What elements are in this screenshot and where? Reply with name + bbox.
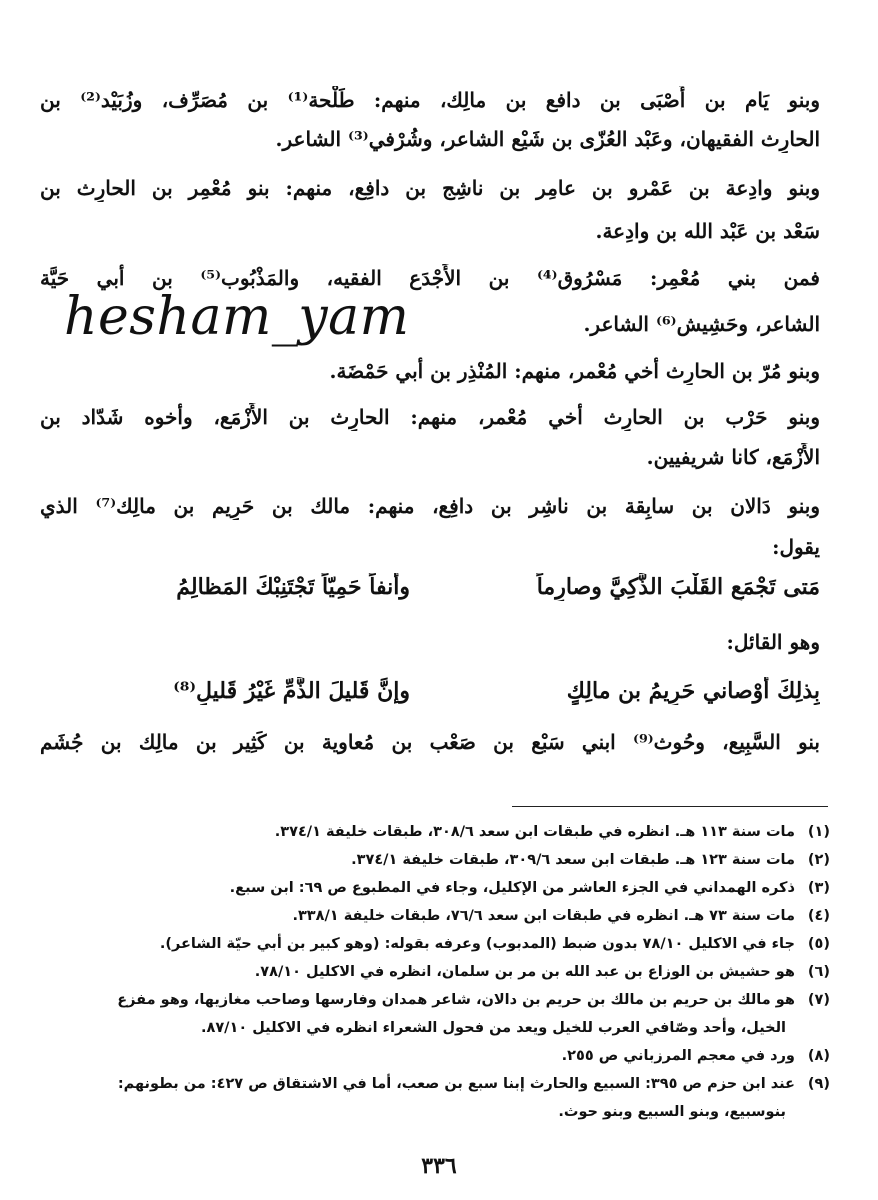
footnote-9-continued (56, 1098, 786, 1126)
footnote-number: (٢) (807, 852, 830, 868)
footnote-number: (٦) (807, 964, 830, 980)
footnote-text: مات سنة ١١٣ هـ. انظره في طبقات ابن سعد ٣٠٨/٦، طبقات خليفة ٣٧٤/١. (274, 824, 795, 840)
page-number: ٣٣٦ (421, 1153, 457, 1179)
verse-1-hemistich-2: وأَنفاً حَمِيّاً تَجْتَنِبْكَ المَظالِمُ (176, 574, 410, 600)
footnote-number: (١) (807, 824, 830, 840)
footnote-1 (56, 818, 830, 846)
footnote-2 (56, 846, 830, 874)
verse-intro: وهو القائل: (726, 630, 820, 654)
footnote-text: هو مالك بن حريم بن مالك بن حريم بن دالان، شاعر همدان وفارسها وصاحب مغازيها، وهو مفزع (117, 992, 795, 1008)
footnote-number: (٤) (807, 908, 830, 924)
footnote-8 (56, 1042, 830, 1070)
body-line-11: يقول: (772, 535, 820, 559)
body-line-3: وبنو وادِعة بن عَمْرو بن عامِر بن ناشِج بن دافِع، منهم: بنو مُعْمِر بن الحارِث بن (40, 176, 820, 200)
verse-2-hemistich-1: بِذلِكَ أَوْصاني حَرِيمُ بن مالِكٍ (566, 678, 820, 704)
footnote-text: ذكره الهمداني في الجزء العاشر من الإكليل، وجاء في المطبوع ص ٦٩: ابن سبع. (229, 880, 795, 896)
body-line-5: فمن بني مُعْمِر: مَسْرُوق⁽⁴⁾ بن الأَجْدَع الفقيه، والمَذْبُوب⁽⁵⁾ بن أبي حَيَّة (40, 266, 820, 290)
footnote-4 (56, 902, 830, 930)
watermark-text: hesham_yam (64, 287, 410, 347)
verse-1-hemistich-1: مَتى تَجْمَعِ القَلْبَ الذَّكِيَّ وصارِماً (536, 574, 820, 600)
footnote-text: عند ابن حزم ص ٣٩٥: السبيع والحارث إبنا سبع بن صعب، أما في الاشتقاق ص ٤٢٧: من بطونهم: (117, 1076, 795, 1092)
footnote-text: مات سنة ٧٣ هـ. انظره في طبقات ابن سعد ٧٦/٦، طبقات خليفة ٣٣٨/١. (292, 908, 795, 924)
verse-2-hemistich-2: وإنَّ قَليلَ الذَّمِّ غَيْرُ قَليلِ⁽⁸⁾ (173, 678, 410, 704)
closing-line: بنو السَّبِيع، وحُوث⁽⁹⁾ ابني سَبْع بن صَعْب بن مُعاوية بن كَثِير بن مالِك بن جُشَم (40, 730, 820, 754)
body-line-10: وبنو دَالان بن سابِقة بن ناشِر بن دافِع، منهم: مالك بن حَرِيم بن مالِك⁽⁷⁾ الذي (40, 494, 820, 518)
footnote-text: بنوسبيع، وبنو السبيع وبنو حوث. (558, 1104, 786, 1120)
footnote-number: (٥) (807, 936, 830, 952)
footnote-text: مات سنة ١٢٣ هـ. طبقات ابن سعد ٣٠٩/٦، طبقات خليفة ٣٧٤/١. (351, 852, 795, 868)
footnote-5 (56, 930, 830, 958)
footnote-3 (56, 874, 830, 902)
footnote-text: ورد في معجم المرزباني ص ٢٥٥. (561, 1048, 795, 1064)
body-line-6: الشاعر، وحَشِيش⁽⁶⁾ الشاعر. (583, 312, 820, 336)
body-line-4: سَعْد بن عَبْد الله بن وادِعة. (595, 219, 820, 243)
body-line-1: وبنو يَام بن أَصْبَى بن دافع بن مالِك، منهم: طَلْحة⁽¹⁾ بن مُصَرِّف، وزُبَيْد⁽²⁾ بن (40, 88, 820, 112)
footnote-9 (56, 1070, 830, 1098)
footnote-6 (56, 958, 830, 986)
footnote-text: هو حشيش بن الوزاع بن عبد الله بن مر بن سلمان، انظره في الاكليل ٧٨/١٠. (254, 964, 795, 980)
body-line-8: وبنو حَرْب بن الحارِث أخي مُعْمر، منهم: الحارِث بن الأَزْمَع، وأخوه شَدّاد بن (40, 405, 820, 429)
footnote-separator (512, 806, 828, 807)
footnote-text: الخيل، وأحد وصّافي العرب للخيل ويعد من فحول الشعراء انظره في الاكليل ٨٧/١٠. (200, 1020, 786, 1036)
footnote-text: جاء في الاكليل ٧٨/١٠ بدون ضبط (المدبوب) وعرفه بقوله: (وهو كبير بن أبي حيّة الشاعر). (159, 936, 795, 952)
footnote-number: (٩) (807, 1076, 830, 1092)
footnote-7 (56, 986, 830, 1014)
body-line-7: وبنو مُرّ بن الحارِث أخي مُعْمر، منهم: المُنْذِر بن أبي حَمْضَة. (329, 359, 820, 383)
footnote-number: (٣) (807, 880, 830, 896)
body-line-9: الأَزْمَع، كانا شريفيين. (646, 445, 820, 469)
body-line-2: الحارِث الفقيهان، وعَبْد العُزّى بن شَيْع الشاعر، وشُرْفي⁽³⁾ الشاعر. (275, 127, 820, 151)
footnote-number: (٨) (807, 1048, 830, 1064)
footnote-number: (٧) (807, 992, 830, 1008)
footnote-7-continued (56, 1014, 786, 1042)
